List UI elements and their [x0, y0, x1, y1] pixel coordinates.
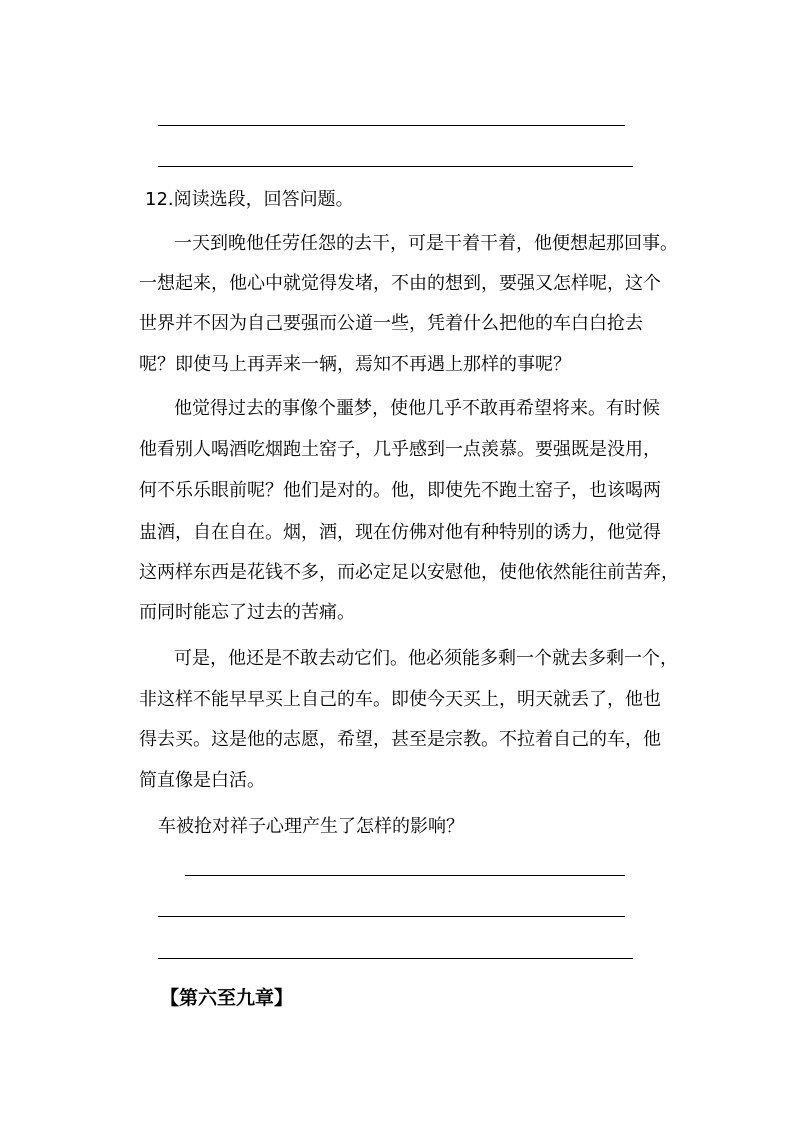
- passage-line: 呢？即使马上再弄来一辆，焉知不再遇上那样的事呢？: [139, 354, 571, 375]
- answer-line[interactable]: [158, 125, 625, 126]
- passage-line: 他看别人喝酒吃烟跑土窑子，几乎感到一点羡慕。要强既是没用，: [139, 439, 661, 460]
- passage-line: 简直像是白活。: [139, 770, 265, 791]
- question-title: 12.阅读选段，回答问题。: [145, 189, 354, 210]
- passage-line: 而同时能忘了过去的苦痛。: [139, 602, 355, 623]
- passage-line: 他觉得过去的事像个噩梦，使他几乎不敢再希望将来。有时候: [174, 398, 660, 419]
- passage-line: 一天到晚他任劳任怨的去干，可是干着干着，他便想起那回事。: [174, 233, 678, 254]
- passage-line: 可是，他还是不敢去动它们。他必须能多剩一个就去多剩一个，: [174, 648, 678, 669]
- passage-line: 何不乐乐眼前呢？他们是对的。他，即使先不跑土窑子，也该喝两: [139, 480, 661, 501]
- passage-line: 得去买。这是他的志愿，希望，甚至是宗教。不拉着自己的车，他: [139, 729, 661, 750]
- passage-line: 非这样不能早早买上自己的车。即使今天买上，明天就丢了，他也: [139, 689, 661, 710]
- answer-line[interactable]: [158, 916, 625, 917]
- passage-line: 一想起来，他心中就觉得发堵，不由的想到，要强又怎样呢，这个: [139, 273, 661, 294]
- passage-line: 这两样东西是花钱不多，而必定足以安慰他，使他依然能往前苦奔，: [139, 562, 679, 583]
- passage-line: 世界并不因为自己要强而公道一些，凭着什么把他的车白白抢去: [139, 313, 643, 334]
- section-heading: 【第六至九章】: [160, 987, 294, 1009]
- answer-line[interactable]: [185, 875, 625, 876]
- answer-line[interactable]: [158, 166, 633, 167]
- answer-line[interactable]: [158, 958, 633, 959]
- passage-line: 盅酒，自在自在。烟，酒，现在仿佛对他有种特别的诱力，他觉得: [139, 522, 661, 543]
- question-prompt: 车被抢对祥子心理产生了怎样的影响？: [158, 816, 464, 837]
